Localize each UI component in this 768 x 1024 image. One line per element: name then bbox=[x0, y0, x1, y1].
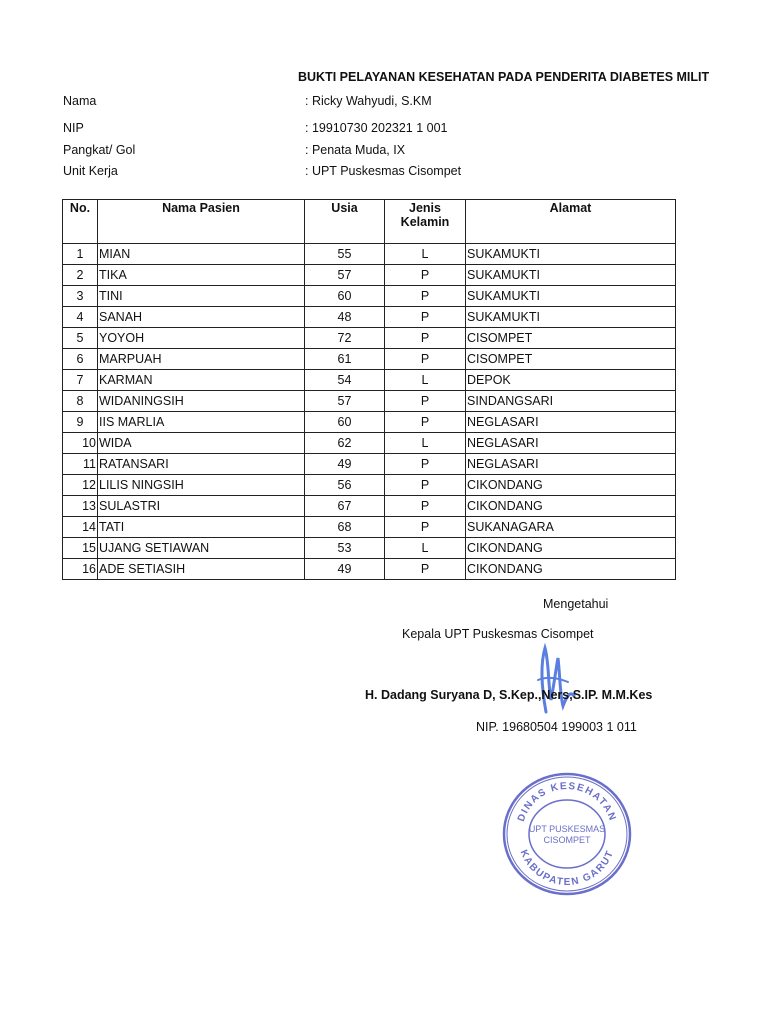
cell-jenis-kelamin: P bbox=[385, 475, 466, 496]
handwritten-signature bbox=[518, 640, 588, 720]
cell-usia: 62 bbox=[305, 433, 385, 454]
table-row bbox=[63, 265, 676, 286]
cell-jenis-kelamin: P bbox=[385, 265, 466, 286]
cell-jenis-kelamin: L bbox=[385, 433, 466, 454]
cell-alamat: CIKONDANG bbox=[466, 538, 676, 559]
table-row bbox=[63, 454, 676, 475]
cell-usia: 55 bbox=[305, 244, 385, 265]
cell-jenis-kelamin: L bbox=[385, 244, 466, 265]
cell-no: 8 bbox=[63, 391, 98, 412]
cell-jenis-kelamin: P bbox=[385, 286, 466, 307]
cell-no: 1 bbox=[63, 244, 98, 265]
cell-alamat: CISOMPET bbox=[466, 328, 676, 349]
header-no: No. bbox=[63, 200, 98, 244]
header-jenis: Jenis bbox=[409, 201, 441, 215]
table-row bbox=[63, 328, 676, 349]
cell-jenis-kelamin: P bbox=[385, 307, 466, 328]
table-row bbox=[63, 412, 676, 433]
cell-jenis-kelamin: P bbox=[385, 559, 466, 580]
table-row bbox=[63, 538, 676, 559]
table-row bbox=[63, 517, 676, 538]
cell-usia: 61 bbox=[305, 349, 385, 370]
cell-nama-pasien: TIKA bbox=[98, 265, 305, 286]
cell-nama-pasien: IIS MARLIA bbox=[98, 412, 305, 433]
field-value-nama: : Ricky Wahyudi, S.KM bbox=[305, 94, 432, 108]
cell-nama-pasien: KARMAN bbox=[98, 370, 305, 391]
table-row bbox=[63, 349, 676, 370]
header-usia: Usia bbox=[305, 200, 385, 244]
table-row bbox=[63, 559, 676, 580]
cell-usia: 54 bbox=[305, 370, 385, 391]
cell-no: 13 bbox=[63, 496, 98, 517]
mengetahui-label: Mengetahui bbox=[543, 597, 609, 611]
cell-usia: 48 bbox=[305, 307, 385, 328]
table-row bbox=[63, 475, 676, 496]
cell-usia: 60 bbox=[305, 286, 385, 307]
field-value-pangkat: : Penata Muda, IX bbox=[305, 143, 406, 157]
cell-nama-pasien: ADE SETIASIH bbox=[98, 559, 305, 580]
cell-nama-pasien: TINI bbox=[98, 286, 305, 307]
table-row bbox=[63, 496, 676, 517]
cell-no: 11 bbox=[63, 454, 98, 475]
stamp-inner-line2: CISOMPET bbox=[543, 835, 591, 845]
table-row bbox=[63, 433, 676, 454]
field-label-nama: Nama bbox=[63, 94, 97, 108]
cell-alamat: SUKAMUKTI bbox=[466, 265, 676, 286]
table-header-row bbox=[63, 200, 676, 244]
cell-jenis-kelamin: P bbox=[385, 412, 466, 433]
cell-usia: 57 bbox=[305, 391, 385, 412]
cell-jenis-kelamin: P bbox=[385, 328, 466, 349]
cell-jenis-kelamin: P bbox=[385, 391, 466, 412]
cell-alamat: NEGLASARI bbox=[466, 412, 676, 433]
table-row bbox=[63, 391, 676, 412]
cell-usia: 49 bbox=[305, 559, 385, 580]
cell-alamat: SINDANGSARI bbox=[466, 391, 676, 412]
cell-usia: 53 bbox=[305, 538, 385, 559]
cell-nama-pasien: WIDANINGSIH bbox=[98, 391, 305, 412]
table-body bbox=[63, 244, 676, 580]
patient-table bbox=[62, 199, 676, 580]
cell-no: 15 bbox=[63, 538, 98, 559]
field-value-unit-kerja: : UPT Puskesmas Cisompet bbox=[305, 164, 462, 178]
cell-alamat: SUKAMUKTI bbox=[466, 307, 676, 328]
cell-nama-pasien: MARPUAH bbox=[98, 349, 305, 370]
stamp-inner-line1: UPT PUSKESMAS bbox=[528, 824, 606, 834]
cell-no: 6 bbox=[63, 349, 98, 370]
cell-usia: 68 bbox=[305, 517, 385, 538]
cell-alamat: NEGLASARI bbox=[466, 433, 676, 454]
header-nama-pasien: Nama Pasien bbox=[98, 200, 305, 244]
cell-jenis-kelamin: P bbox=[385, 349, 466, 370]
cell-nama-pasien: WIDA bbox=[98, 433, 305, 454]
cell-jenis-kelamin: P bbox=[385, 517, 466, 538]
cell-no: 5 bbox=[63, 328, 98, 349]
cell-no: 4 bbox=[63, 307, 98, 328]
cell-usia: 56 bbox=[305, 475, 385, 496]
cell-alamat: CISOMPET bbox=[466, 349, 676, 370]
cell-usia: 60 bbox=[305, 412, 385, 433]
cell-usia: 49 bbox=[305, 454, 385, 475]
table-row bbox=[63, 286, 676, 307]
field-label-pangkat: Pangkat/ Gol bbox=[63, 143, 136, 157]
cell-no: 12 bbox=[63, 475, 98, 496]
stamp-outer-top: DINAS KESEHATAN bbox=[515, 780, 619, 824]
cell-alamat: SUKAMUKTI bbox=[466, 286, 676, 307]
svg-text:DINAS KESEHATAN bbox=[516, 781, 618, 823]
field-label-nip: NIP bbox=[63, 121, 84, 135]
signer-position: Kepala UPT Puskesmas Cisompet bbox=[402, 627, 594, 641]
cell-nama-pasien: LILIS NINGSIH bbox=[98, 475, 305, 496]
header-alamat: Alamat bbox=[466, 200, 676, 244]
cell-nama-pasien: SANAH bbox=[98, 307, 305, 328]
table-row bbox=[63, 244, 676, 265]
document-title: BUKTI PELAYANAN KESEHATAN PADA PENDERITA DIABETES MILIT bbox=[298, 70, 710, 84]
cell-alamat: SUKANAGARA bbox=[466, 517, 676, 538]
field-label-unit-kerja: Unit Kerja bbox=[63, 164, 118, 178]
cell-usia: 67 bbox=[305, 496, 385, 517]
cell-nama-pasien: RATANSARI bbox=[98, 454, 305, 475]
cell-usia: 72 bbox=[305, 328, 385, 349]
official-stamp bbox=[500, 770, 635, 898]
cell-no: 14 bbox=[63, 517, 98, 538]
header-kelamin: Kelamin bbox=[400, 215, 450, 229]
field-value-nip: : 19910730 202321 1 001 bbox=[305, 121, 448, 135]
cell-alamat: CIKONDANG bbox=[466, 496, 676, 517]
table-row bbox=[63, 370, 676, 391]
cell-nama-pasien: YOYOH bbox=[98, 328, 305, 349]
cell-alamat: CIKONDANG bbox=[466, 559, 676, 580]
cell-nama-pasien: TATI bbox=[98, 517, 305, 538]
signer-nip: NIP. 19680504 199003 1 011 bbox=[476, 720, 637, 734]
cell-nama-pasien: SULASTRI bbox=[98, 496, 305, 517]
cell-alamat: CIKONDANG bbox=[466, 475, 676, 496]
cell-usia: 57 bbox=[305, 265, 385, 286]
header-jenis-kelamin bbox=[385, 200, 466, 244]
cell-jenis-kelamin: L bbox=[385, 370, 466, 391]
cell-no: 10 bbox=[63, 433, 98, 454]
table-row bbox=[63, 307, 676, 328]
cell-jenis-kelamin: L bbox=[385, 538, 466, 559]
cell-nama-pasien: UJANG SETIAWAN bbox=[98, 538, 305, 559]
cell-no: 7 bbox=[63, 370, 98, 391]
cell-alamat: DEPOK bbox=[466, 370, 676, 391]
cell-jenis-kelamin: P bbox=[385, 454, 466, 475]
cell-no: 16 bbox=[63, 559, 98, 580]
cell-no: 3 bbox=[63, 286, 98, 307]
cell-no: 2 bbox=[63, 265, 98, 286]
cell-nama-pasien: MIAN bbox=[98, 244, 305, 265]
signer-name: H. Dadang Suryana D, S.Kep.,Ners,S.IP. M.M.Kes bbox=[365, 688, 653, 702]
cell-alamat: SUKAMUKTI bbox=[466, 244, 676, 265]
stamp-outer-bottom: KABUPATEN GARUT bbox=[517, 848, 617, 889]
cell-alamat: NEGLASARI bbox=[466, 454, 676, 475]
cell-jenis-kelamin: P bbox=[385, 496, 466, 517]
cell-no: 9 bbox=[63, 412, 98, 433]
